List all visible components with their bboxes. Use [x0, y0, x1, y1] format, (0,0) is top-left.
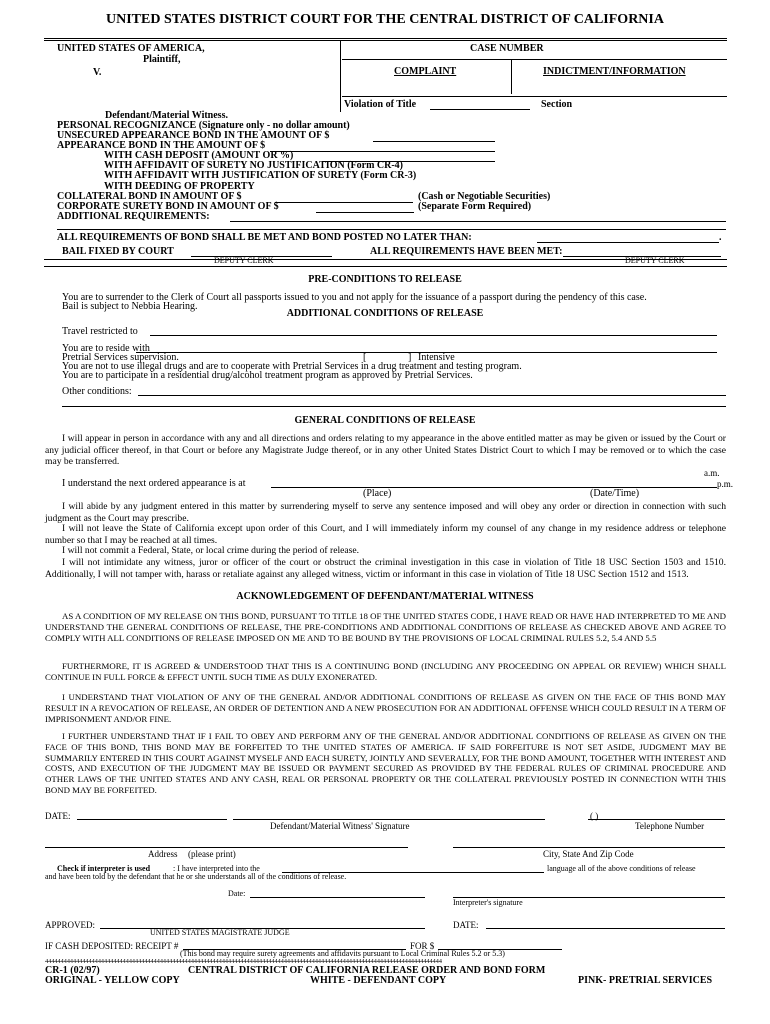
bond-unsecured[interactable]: UNSECURED APPEARANCE BOND IN THE AMOUNT OF $	[57, 130, 330, 141]
travel-field[interactable]	[150, 335, 717, 336]
place-label: (Place)	[363, 488, 392, 499]
preconditions-heading: PRE-CONDITIONS TO RELEASE	[308, 274, 462, 285]
reside-with-label[interactable]: You are to reside with	[62, 343, 150, 354]
additional-requirements-label: ADDITIONAL REQUIREMENTS:	[57, 211, 210, 222]
other-conditions-field[interactable]	[138, 395, 726, 396]
acknowledgement-4: I FURTHER UNDERSTAND THAT IF I FAIL TO OBEY AND PERFORM ANY OF THE GENERAL AND/OR ADDITIONAL CONDITIONS OF RELEASE AS GIVEN ON THE FACE OF THIS BOND, THIS BOND MAY BE FORFEITED TO THE UNITED STATES OF AMERICA. IF SAID FORFEITURE IS NOT SET ASIDE, JUDGMENT MAY BE SUMMARILY ENTERED IN THIS COURT AGAINST MYSELF AND EACH SURETY, JOINTLY AND SEVERALLY, FOR THE BOND AMOUNT, TOGETHER WITH INTEREST AND COSTS, AND EXECUTION OF THE JUDGMENT MAY BE ISSUED OR PAYMENT SECURED AS PROVIDED BY THE FEDERAL RULES OF CRIMINAL PROCEDURE AND OTHER LAWS OF THE UNITED STATES AND ANY CASH, REAL OR PERSONAL PROPERTY OR THE COLLATERAL PREVIOUSLY POSTED IN CONNECTION WITH THIS BOND MAY BE FORFEITED.	[45, 731, 726, 795]
appearance-amount-field[interactable]	[270, 151, 495, 152]
divider	[44, 38, 727, 39]
pm-label: p.m.	[717, 479, 734, 489]
page-title: UNITED STATES DISTRICT COURT FOR THE CENTRAL DISTRICT OF CALIFORNIA	[106, 12, 664, 27]
plaintiff-name: UNITED STATES OF AMERICA,	[57, 43, 205, 54]
bail-fixed-label: BAIL FIXED BY COURT	[62, 246, 174, 257]
interpreter-text: : I have interpreted into the	[173, 864, 260, 873]
additional-requirements-field-2[interactable]	[57, 229, 726, 230]
travel-restricted-label[interactable]: Travel restricted to	[62, 326, 138, 337]
defendant-signature-field[interactable]	[233, 819, 545, 820]
versus: V.	[93, 67, 102, 78]
next-appearance-label: I understand the next ordered appearance is at	[62, 478, 246, 489]
cash-receipt-label: IF CASH DEPOSITED: RECEIPT #	[45, 941, 179, 951]
additional-conditions-heading: ADDITIONAL CONDITIONS OF RELEASE	[286, 308, 484, 319]
pretrial-supervision[interactable]: Pretrial Services supervision.	[62, 352, 179, 363]
acknowledgement-3: I UNDERSTAND THAT VIOLATION OF ANY OF THE GENERAL AND/OR ADDITIONAL CONDITIONS OF RELEASE AS GIVEN ON THE FACE OF THIS BOND MAY RESULT IN A REVOCATION OF RELEASE, AN ORDER OF DETENTION AND A NEW PROSECUTION FOR AN ADDITIONAL OFFENSE WHICH COULD RESULT IN A TERM OF IMPRISONMENT AND/OR FINE.	[45, 692, 726, 724]
phone-area-code[interactable]: ( )	[590, 811, 599, 821]
deadline-field[interactable]	[537, 242, 719, 243]
deputy-clerk-label: DEPUTY CLERK	[625, 256, 685, 265]
city-label: City, State And Zip Code	[543, 849, 634, 859]
approved-date-label: DATE:	[453, 920, 479, 930]
acknowledgement-2: FURTHERMORE, IT IS AGREED & UNDERSTOOD THAT THIS IS A CONTINUING BOND (INCLUDING ANY PROCEEDING ON APPEAL OR REVIEW) WHICH SHALL CONTINUE IN FULL FORCE & EFFECT UNTIL SUCH TIME AS DULY EXONERATED.	[45, 661, 726, 682]
surrender-passport[interactable]: You are to surrender to the Clerk of Court all passports issued to you and not apply for the issuance of a passport during the pendency of this case.	[62, 292, 647, 303]
violation-label: Violation of Title	[344, 99, 417, 110]
drug-testing[interactable]: You are not to use illegal drugs and are to cooperate with Pretrial Services in a drug treatment and testing program.	[62, 361, 522, 372]
case-number-field[interactable]	[342, 59, 727, 60]
general-condition-2: I will abide by any judgment entered in this matter by surrendering myself to serve any sentence imposed and will obey any order or direction in connection with such judgment as the Court may prescribe.	[45, 501, 726, 524]
interpreter-date-label: Date:	[228, 889, 246, 898]
form-number: CR-1 (02/97)	[45, 965, 100, 976]
case-number-label: CASE NUMBER	[470, 43, 544, 54]
collateral-amount-field[interactable]	[275, 202, 413, 203]
other-conditions-field-2[interactable]	[62, 406, 726, 407]
unsecured-amount-field[interactable]	[373, 141, 495, 142]
divider	[44, 40, 727, 41]
indictment-checkbox-label[interactable]: INDICTMENT/INFORMATION	[543, 66, 686, 77]
bond-deeding[interactable]: WITH DEEDING OF PROPERTY	[104, 181, 255, 192]
bond-affidavit-justification[interactable]: WITH AFFIDAVIT WITH JUSTIFICATION OF SURETY (Form CR-3)	[104, 170, 417, 181]
magistrate-label: UNITED STATES MAGISTRATE JUDGE	[150, 928, 290, 937]
interpreter-language-text: language all of the above conditions of release	[547, 864, 696, 873]
surety-note: (This bond may require surety agreements and affidavits pursuant to Local Criminal Rules 5.2 or 5.3)	[180, 949, 505, 958]
plaintiff-label: Plaintiff,	[143, 54, 181, 65]
am-label: a.m.	[704, 468, 720, 478]
defendant-label: Defendant/Material Witness.	[105, 110, 228, 121]
phone-field[interactable]	[588, 819, 725, 820]
acknowledgement-heading: ACKNOWLEDGEMENT OF DEFENDANT/MATERIAL WITNESS	[236, 591, 534, 602]
approved-date-field[interactable]	[486, 928, 725, 929]
all-met-label: ALL REQUIREMENTS HAVE BEEN MET:	[370, 246, 563, 257]
interpreter-text-2: and have been told by the defendant that he or she understands all of the conditions of release.	[45, 872, 347, 881]
violation-title-field[interactable]	[430, 109, 530, 110]
defendant-signature-label: Defendant/Material Witness' Signature	[270, 821, 410, 831]
bond-appearance[interactable]: APPEARANCE BOND IN THE AMOUNT OF $	[57, 140, 266, 151]
divider	[342, 96, 727, 97]
acknowledgement-1: AS A CONDITION OF MY RELEASE ON THIS BOND, PURSUANT TO TITLE 18 OF THE UNITED STATES CODE, I HAVE READ OR HAVE HAD INTERPRETED TO ME AND UNDERSTAND THE GENERAL CONDITIONS OF RELEASE, THE PRE-CONDITIONS AND ADDITIONAL CONDITIONS OF RELEASE AS CHECKED ABOVE AND AGREE TO COMPLY WITH ALL CONDITIONS OF RELEASE IMPOSED ON ME AND TO BE BOUND BY THE PROVISIONS OF LOCAL CRIMINAL RULES 5.2, 5.4 AND 5.5	[45, 611, 726, 643]
intensive-bracket-close[interactable]: ]	[408, 352, 412, 363]
section-label: Section	[541, 99, 573, 110]
bond-personal-recognizance[interactable]: PERSONAL RECOGNIZANCE (Signature only - no dollar amount)	[57, 120, 350, 131]
general-conditions-heading: GENERAL CONDITIONS OF RELEASE	[294, 415, 476, 426]
additional-requirements-field[interactable]	[230, 221, 726, 222]
bond-affidavit-no-justification[interactable]: WITH AFFIDAVIT OF SURETY NO JUSTIFICATION (Form CR-4)	[104, 160, 404, 171]
telephone-label: Telephone Number	[635, 821, 705, 831]
interpreter-signature-label: Interpreter's signature	[453, 898, 523, 907]
address-label: Address	[148, 849, 178, 859]
bond-corporate[interactable]: CORPORATE SURETY BOND IN AMOUNT OF $	[57, 201, 279, 212]
caption-divider	[340, 40, 341, 112]
address-field[interactable]	[45, 847, 408, 848]
form-title: CENTRAL DISTRICT OF CALIFORNIA RELEASE ORDER AND BOND FORM	[188, 965, 546, 976]
corporate-note: (Separate Form Required)	[418, 201, 532, 212]
interpreter-check[interactable]: Check if interpreter is used	[57, 864, 151, 873]
all-requirements-label: ALL REQUIREMENTS OF BOND SHALL BE MET AND BOND POSTED NO LATER THAN:	[57, 232, 472, 243]
datetime-label: (Date/Time)	[590, 488, 640, 499]
city-field[interactable]	[453, 847, 725, 848]
collateral-note: (Cash or Negotiable Securities)	[418, 191, 551, 202]
next-appearance-field[interactable]	[271, 487, 717, 488]
hash-line: 44444444444444444444444444444444444444444444444444444444444444444444444444444444444444444444444444444444444444444444444444444444	[45, 959, 442, 965]
original-copy: ORIGINAL - YELLOW COPY	[45, 975, 180, 986]
white-copy: WHITE - DEFENDANT COPY	[310, 975, 447, 986]
for-amount-label: FOR $	[410, 941, 435, 951]
other-conditions-label: Other conditions:	[62, 386, 132, 397]
bond-cash-deposit[interactable]: WITH CASH DEPOSIT (AMOUNT OR %)	[104, 150, 294, 161]
general-condition-4: I will not commit a Federal, State, or local crime during the period of release.	[62, 545, 360, 556]
intensive-bracket-open[interactable]: [	[363, 352, 367, 363]
interpreter-date-field[interactable]	[250, 897, 425, 898]
general-condition-5: I will not intimidate any witness, juror or officer of the court or obstruct the criminal investigation in this case in violation of Title 18 USC Section 1503 and 1510. Additionally, I will not tamper with, harass or retaliate against any alleged witness, victim or informant in this case in violation of Title 18 USC Section 1512 and 1513.	[45, 557, 726, 580]
general-condition-3: I will not leave the State of California except upon order of this Court, and I will immediately inform my counsel of any change in my residence address or telephone number so that I may be reached at all times.	[45, 523, 726, 546]
please-print-label: (please print)	[188, 849, 236, 859]
complaint-checkbox-label[interactable]: COMPLAINT	[394, 66, 457, 77]
intensive-label: Intensive	[418, 352, 455, 363]
general-condition-1: I will appear in person in accordance with any and all directions and orders relating to my appearance in the above entitled matter as may be given or issued by the Court or any judicial officer thereof, in that Court or before any Magistrate Judge thereof, or in any other United States District Court to which I may be removed or to which the case may be transferred.	[45, 433, 726, 468]
divider	[44, 266, 727, 267]
bond-collateral[interactable]: COLLATERAL BOND IN AMOUNT OF $	[57, 191, 242, 202]
deputy-clerk-label: DEPUTY CLERK	[214, 256, 274, 265]
pink-copy: PINK- PRETRIAL SERVICES	[578, 975, 713, 986]
approved-label: APPROVED:	[45, 920, 96, 930]
date-field[interactable]	[77, 819, 227, 820]
nebbia-hearing[interactable]: Bail is subject to Nebbia Hearing.	[62, 301, 198, 312]
date-label: DATE:	[45, 811, 71, 821]
residential-treatment[interactable]: You are to participate in a residential drug/alcohol treatment program as approved by Pretrial Services.	[62, 370, 473, 381]
corporate-amount-field[interactable]	[316, 212, 414, 213]
caption-divider	[511, 60, 512, 94]
